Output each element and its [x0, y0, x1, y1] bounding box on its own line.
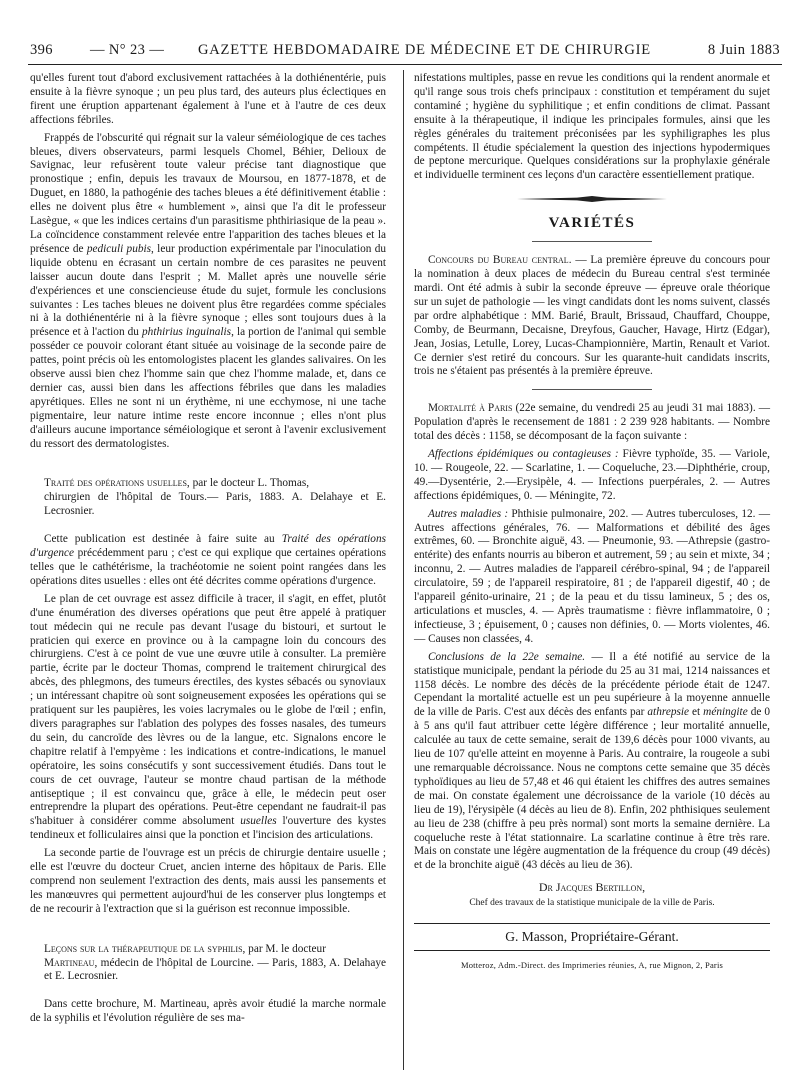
page-header: [30, 40, 780, 62]
signature-role: Chef des travaux de la statistique municipale de la ville de Paris.: [469, 898, 715, 909]
paragraph: Conclusions de la 22e semaine. — Il a été notifié au service de la statistique municipale, pendant la période du 25 au 31 mai, 1214 naissances et 1158 décès. Le nombre des décès de la précédente période était de 1247. Cependant la mortalité actuelle est un peu supérieure à la moyenne annuelle de la ville de Paris. C'est aux décès des enfants par athrepsie et méningite de 0 à 5 ans qu'il faut attribuer cette légère différence ; leur mortalité annuelle, calculée au taux de cette semaine, serait de 139,6 décès pour 1000 vivants, au lieu de 107 qu'elle atteint en moyenne à Paris. Au contraire, la rougeole a subi une remarquable décroissance. Nous ne comptons cette semaine que 35 décès typhoïdiques au lieu de 57,48 et 46 qui étaient les chiffres des autres semaines de mai. On constate également une décroissance de la variole (10 décès au lieu de 19), l'érysipèle (4 décès au lieu de 8). Enfin, 202 phthisiques seulement au lieu de 238 (chiffre à peu près normal) sont morts la semaine dernière. La coqueluche reste à l'état stationnaire. La scarlatine continue à être très rare. Mais on constate une légère augmentation de la fréquence du croup (49 décès) et de la bronchite aiguë (43 décès au lieu de 36).: [414, 650, 770, 872]
ornamental-rule: [414, 195, 770, 203]
header-rule: [28, 64, 782, 65]
signature-name: Dr Jacques Bertillon,: [538, 880, 646, 895]
paragraph: Le plan de cet ouvrage est assez difficile à tracer, il s'agit, en effet, plutôt d'une énumération des diverses opérations que peut être appelé à pratiquer tout médecin qui ne recule pas devant l'usage du bistouri, et surtout le praticien qui exerce en province ou à la campagne loin du concours des chirurgiens. C'est à ce point de vue une œuvre utile à consulter. La première partie, écrite par le docteur Thomas, comprend le traitement chirurgical des abcès, des phlegmons, des tumeurs érectiles, des kystes sébacés ou synoviaux ; un intéressant chapitre où sont soigneusement exposées les opérations qui se pratiquent sur les paupières, les voies lacrymales ou le globe de l'œil ; enfin, divers paragraphes sur l'ablation des polypes des fosses nasales, des tumeurs du sein, du cancroïde des lèvres ou de la langue, etc. Signalons encore le chapitre relatif à l'empyème : les indications et contre-indications, le manuel opératoire, les soins consécutifs y sont successivement étudiés. Dans tout le cours de cet ouvrage, l'auteur se montre chaud partisan de la méthode antiseptique ; il est convaincu que, grâce à elle, le médecin peut oser entreprendre la plupart des opérations. Peut-être cependant ne faudrait-il pas s'habituer à considérer comme absolument usuelles l'ouverture des kystes tendineux et folliculaires ainsi que la ponction et l'incision des articulations.: [30, 592, 387, 842]
paragraph: Mortalité à Paris (22e semaine, du vendredi 25 au jeudi 31 mai 1883). — Population d'après le recensement de 1881 : 2 239 928 habitants. — Nombre total des décès : 1158, se décomposant de la façon suivante :: [414, 402, 770, 443]
left-column: [30, 72, 386, 1030]
paragraph: La seconde partie de l'ouvrage est un précis de chirurgie dentaire usuelle ; elle est l'œuvre du docteur Cruet, ancien interne des hôpitaux de Paris. Elle comprend non seulement l'extraction des dents, mais aussi les pansements et les manœuvres qui permettent aujourd'hui de les conserver plus longtemps et de ne recourir à l'extraction que si la guérison est reconnue impossible.: [30, 847, 386, 915]
printer-imprint: Motteroz, Adm.-Direct. des Imprimeries réunies, A, rue Mignon, 2, Paris: [460, 959, 724, 970]
issue-date: 8 Juin 1883: [707, 42, 780, 58]
page-number: 396: [30, 42, 53, 58]
signature-block: [414, 881, 770, 911]
section-title: VARIÉTÉS: [548, 215, 636, 232]
issue-number: — N° 23 —: [90, 42, 165, 58]
book-review-heading: Leçons sur la thérapeutique de la syphilis, par M. le docteur Martineau, médecin de l'hôpital de Lourcine. — Paris, 1883, A. Delahaye et E. Lecrosnier.: [44, 942, 386, 983]
paragraph: Affections épidémiques ou contagieuses : Fièvre typhoïde, 35. — Variole, 10. — Rougeole, 22. — Scarlatine, 1. — Coqueluche, 23.—Diphthérie, croup, 49.—Dysentérie, 2.—Erysipèle, 4. — Infections puerpérales, 2. — Autres affections épidémiques, 0. — Méningite, 72.: [414, 448, 770, 502]
paragraph: Cette publication est destinée à faire suite au Traité des opérations d'urgence précédemment paru ; c'est ce qui explique que certaines opérations telles que le cathétérisme, la trachéotomie ne soient point rangées dans les opérations dites usuelles : elles ont été décrites comme opérations d'urgence.: [30, 533, 387, 587]
separator-rule: [532, 389, 652, 390]
paragraph: Autres maladies : Phthisie pulmonaire, 202. — Autres tuberculoses, 12. — Autres affections générales, 76. — Malformations et débilité des âges extrêmes, 60. — Bronchite aiguë, 43. — Pneumonie, 93. —Athrepsie (gastro-entérite) des enfants nourris au biberon et autrement, 59 ; au sein et mixte, 34 ; inconnu, 2. — Autres maladies de l'appareil cérébro-spinal, 94 ; de l'appareil circulatoire, 59 ; de l'appareil respiratoire, 81 ; de l'appareil digestif, 40 ; de l'appareil génito-urinaire, 21 ; de la peau et du tissu lamineux, 5 ; des os, articulations et muscles, 4. — Après traumatisme : fièvre inflammatoire, 0 ; infectieuse, 3 ; épuisement, 0 ; causes non définies, 0. — Morts violentes, 46. — Causes non classées, 4.: [414, 507, 771, 645]
column-divider: [403, 70, 404, 1070]
paragraph: Concours du Bureau central. — La première épreuve du concours pour la nomination à deux places de médecin du Bureau central s'est terminée mardi. Ont été admis à subir la seconde épreuve — épreuve orale théorique sur un sujet de pathologie — les vingt candidats dont les noms suivent, classés par ordre alphabétique : MM. Barié, Brault, Brissaud, Chauffard, Chouppe, Comby, de Beurmann, Decaisne, Dreyfous, Gaucher, Havage, Hirtz (Edgar), Jean, Josias, Letulle, Lorey, Lucas-Championnière, Martin, Renault et Variot. Ce dernier s'est retiré du concours. Sur les quarante-huit candidats inscrits, trois ne s'étaient pas présentés à la première épreuve.: [414, 254, 771, 378]
journal-title: GAZETTE HEBDOMADAIRE DE MÉDECINE ET DE CHIRURGIE: [198, 42, 651, 58]
paragraph: Dans cette brochure, M. Martineau, après avoir étudié la marche normale de la syphilis et l'évolution régulière de ses ma-: [30, 998, 386, 1025]
right-column: [414, 72, 770, 973]
book-review-heading: Traité des opérations usuelles, par le docteur L. Thomas, chirurgien de l'hôpital de Tours.— Paris, 1883. A. Delahaye et E. Lecrosnier.: [44, 477, 386, 518]
paragraph: Frappés de l'obscurité qui régnait sur la valeur séméiologique de ces taches bleues, divers observateurs, parmi lesquels Chomel, Béhier, Delioux de Savignac, leur refusèrent toute valeur précise tant diagnostique que pronostique ; enfin, depuis les travaux de Moursou, en 1877-1878, et de Duguet, en 1880, la pathogénie des taches bleues a été définitivement établie : elles ne doivent plus être « humblement », ainsi que l'a dit le professeur Lasègue, « que les indices certains d'un parasitisme phthiriasique de la peau ». La coïncidence constamment relevée entre l'apparition des taches bleues et la présence de pediculi pubis, leur production expérimentale par l'inoculation du liquide obtenu en écrasant un certain nombre de ces parasites ne peuvent laisser aucun doute dans l'esprit ; M. Mallet après une nouvelle série d'expériences et une consciencieuse étude du sujet, formule les conclusions suivantes : Les taches bleues ne doivent plus être regardées comme spéciales ni à la dothiénentérie ni à la fièvre synoque ; elles sont toujours dues à la présence et à l'action du phthirius inguinalis, la portion de l'animal qui semble posséder ce pouvoir colorant étant située au voisinage de la seconde paire de pattes, point précis où les entomologistes placent les glandes salivaires. On les observe aussi bien chez l'homme sain que chez l'homme malade, et, dans ce dernier cas, aussi bien dans les affections fébriles que dans les maladies apyrétiques. Elles ne sont ni un érythème, ni une ecchymose, ni une tache pigmentaire, leur nature intime reste encore inconnue ; elles n'ont plus d'ailleurs aucune importance séméiologique et seront à l'avenir exclusivement du ressort des dermatologistes.: [30, 131, 386, 450]
section-separator: [532, 241, 652, 242]
publisher-box: G. Masson, Propriétaire-Gérant.: [414, 923, 770, 951]
paragraph: nifestations multiples, passe en revue les conditions qui la rendent anormale et qu'il range sous trois chefs principaux : constitution et tempérament du sujet contaminé ; hygiène du syphilitique ; et enfin conditions de climat. Passant ensuite à la thérapeutique, il indique les principales formules, ainsi que les règles générales du traitement préconisées par les syphiligraphes les plus compétents. Il étudie spécialement la question des injections hypodermiques de peptone mercurique. Quelques considérations sur la prophylaxie générale et individuelle terminent ces leçons d'un caractère essentiellement pratique.: [414, 72, 770, 182]
paragraph: qu'elles furent tout d'abord exclusivement rattachées à la dothiénentérie, puis ensuite à la fièvre synoque ; un peu plus tard, des auteurs plus éclectiques en firent une éruption appartenant également à l'une et à l'autre de ces deux affections fébriles.: [30, 72, 386, 126]
